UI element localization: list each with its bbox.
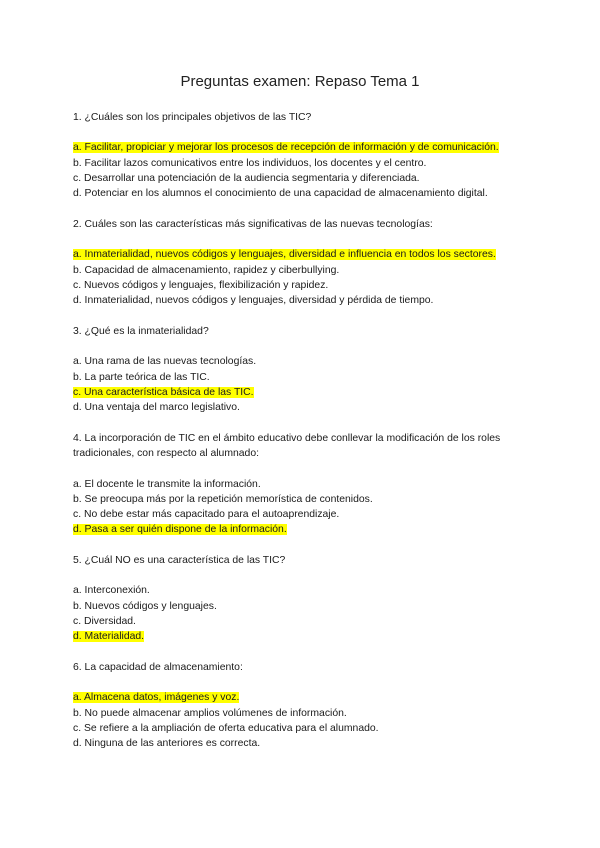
answer-option-correct: c. Una característica básica de las TIC.	[73, 386, 254, 398]
answer-option: b. No puede almacenar amplios volúmenes de información.	[73, 707, 347, 719]
answer-option: c. Diversidad.	[73, 615, 136, 627]
answer-option-correct: a. Facilitar, propiciar y mejorar los procesos de recepción de información y de comunicación.	[73, 142, 499, 154]
answer-option-correct: a. Inmaterialidad, nuevos códigos y lenguajes, diversidad e influencia en todos los sectores.	[73, 249, 496, 261]
question-6	[73, 660, 543, 751]
question-4	[73, 431, 543, 538]
question-5	[73, 553, 543, 644]
question-text: 3. ¿Qué es la inmaterialidad?	[73, 326, 209, 337]
question-text: 4. La incorporación de TIC en el ámbito educativo debe conllevar la modificación de los roles tradicionales, con respecto al alumnado:	[73, 433, 501, 460]
page-title: Preguntas examen: Repaso Tema 1	[180, 73, 420, 90]
answer-option: b. Facilitar lazos comunicativos entre los individuos, los docentes y el centro.	[73, 157, 427, 169]
answer-option-correct: d. Pasa a ser quién dispone de la información.	[73, 524, 287, 536]
answer-option: d. Una ventaja del marco legislativo.	[73, 402, 240, 414]
answer-option: d. Ninguna de las anteriores es correcta.	[73, 738, 261, 750]
answer-option: d. Inmaterialidad, nuevos códigos y lenguajes, diversidad y pérdida de tiempo.	[73, 295, 434, 307]
question-text: 6. La capacidad de almacenamiento:	[73, 662, 243, 673]
question-text: 2. Cuáles son las características más significativas de las nuevas tecnologías:	[73, 219, 433, 230]
answer-option: c. Desarrollar una potenciación de la audiencia segmentaria y diferenciada.	[73, 172, 420, 184]
question-3	[73, 324, 543, 415]
answer-option: a. El docente le transmite la información.	[73, 478, 261, 490]
answer-option: a. Interconexión.	[73, 585, 150, 597]
question-1	[73, 110, 543, 201]
answer-option-correct: d. Materialidad.	[73, 631, 145, 643]
answer-option: c. Nuevos códigos y lenguajes, flexibilización y rapidez.	[73, 279, 329, 291]
answer-option: d. Potenciar en los alumnos el conocimiento de una capacidad de almacenamiento digital.	[73, 188, 488, 200]
answer-option: b. La parte teórica de las TIC.	[73, 371, 210, 383]
answer-option: b. Nuevos códigos y lenguajes.	[73, 600, 217, 612]
question-text: 1. ¿Cuáles son los principales objetivos de las TIC?	[73, 112, 312, 123]
answer-option: b. Capacidad de almacenamiento, rapidez y ciberbullying.	[73, 264, 340, 276]
answer-option: a. Una rama de las nuevas tecnologías.	[73, 356, 257, 368]
question-2	[73, 217, 543, 308]
answer-option: c. Se refiere a la ampliación de oferta educativa para el alumnado.	[73, 722, 379, 734]
answer-option-correct: a. Almacena datos, imágenes y voz.	[73, 692, 240, 704]
answer-option: c. No debe estar más capacitado para el autoaprendizaje.	[73, 509, 340, 521]
answer-option: b. Se preocupa más por la repetición memorística de contenidos.	[73, 493, 373, 505]
question-text: 5. ¿Cuál NO es una característica de las TIC?	[73, 555, 286, 566]
